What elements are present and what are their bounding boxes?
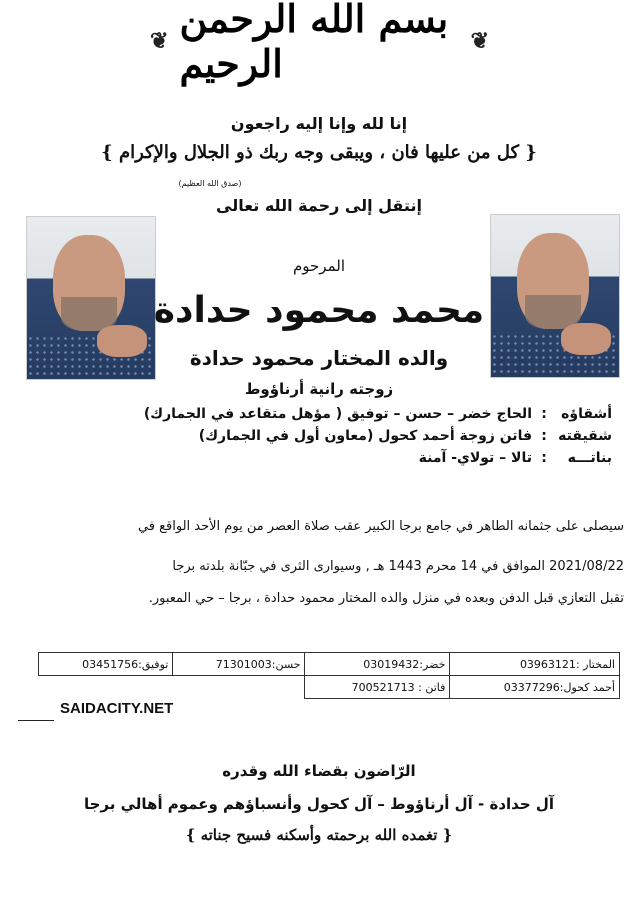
funeral-line-2: 2021/08/22 الموافق في 14 محرم 1443 هـ , وسيوارى الثرى في جبّانة بلدته برجا (172, 559, 624, 574)
relatives-value: الحاج خضر – حسن – توفيق ( مؤهل متقاعد في الجمارك) (143, 406, 532, 422)
phone-cell (173, 676, 305, 699)
deceased-father: والده المختار محمود حدادة (189, 346, 449, 370)
ornament-left-icon: ❦ (150, 28, 170, 54)
deceased-name: محمد محمود حدادة (153, 290, 485, 331)
relatives-colon: : (541, 450, 547, 466)
ornament-right-icon: ❦ (470, 28, 490, 54)
relatives-row (52, 428, 612, 450)
relatives-key: أشقاؤه (561, 406, 612, 422)
closing-families: آل حدادة - آل أرناؤوط – آل كحول وأنسباؤهم وعموم أهالي برجا (83, 795, 555, 813)
phone-cell: المختار :03963121 (450, 653, 620, 676)
closing-prayer: { تغمده الله برحمته وأسكنه فسيح جناته } (185, 826, 453, 844)
verse-opening: إنا لله وإنا إليه راجعون (230, 114, 408, 133)
phone-table (38, 652, 620, 699)
phone-cell: فاتن : 700521713 (305, 676, 450, 699)
relatives-key: بناتـــه (567, 450, 612, 466)
relatives-key: شقيقته (558, 428, 612, 444)
relatives-colon: : (541, 406, 547, 422)
site-watermark: SAIDACITY.NET (56, 700, 177, 717)
watermark-underline (18, 720, 54, 721)
basmala-calligraphy (150, 0, 490, 86)
phone-cell: أحمد كحول:03377296 (450, 676, 620, 699)
closing-line-1: الرّاضون بقضاء الله وقدره (222, 762, 416, 780)
table-row (39, 653, 620, 676)
phone-cell (39, 676, 173, 699)
funeral-line-1: سيصلى على جثمانه الطاهر في جامع برجا الكبير عقب صلاة العصر من يوم الأحد الواقع في (137, 519, 624, 534)
verse-quote: { كل من عليها فان ، ويبقى وجه ربك ذو الجلال والإكرام } (101, 142, 537, 163)
phone-cell: حسن:71301003 (173, 653, 305, 676)
relatives-colon: : (541, 428, 547, 444)
verse-attribution: (صدق الله العظيم) (178, 179, 242, 188)
basmala-text: بسم الله الرحمن الرحيم (179, 0, 449, 86)
passed-away-line: إنتقل إلى رحمة الله تعالى (216, 196, 422, 215)
table-row (39, 676, 620, 699)
deceased-wife: زوجته رانية أرناؤوط (244, 380, 394, 398)
relatives-value: تالا – تولاي- آمنة (418, 450, 532, 466)
relatives-list (52, 406, 612, 472)
phone-cell: توفيق:03451756 (39, 653, 173, 676)
deceased-prefix: المرحوم (293, 257, 345, 275)
phone-cell: خضر:03019432 (305, 653, 450, 676)
relatives-row (52, 406, 612, 428)
relatives-value: فاتن زوجة أحمد كحول (معاون أول في الجمارك) (198, 428, 532, 444)
funeral-line-3: تقبل التعازي قبل الدفن وبعده في منزل والده المختار محمود حدادة ، برجا – حي المعبور. (148, 591, 624, 606)
relatives-row (52, 450, 612, 472)
